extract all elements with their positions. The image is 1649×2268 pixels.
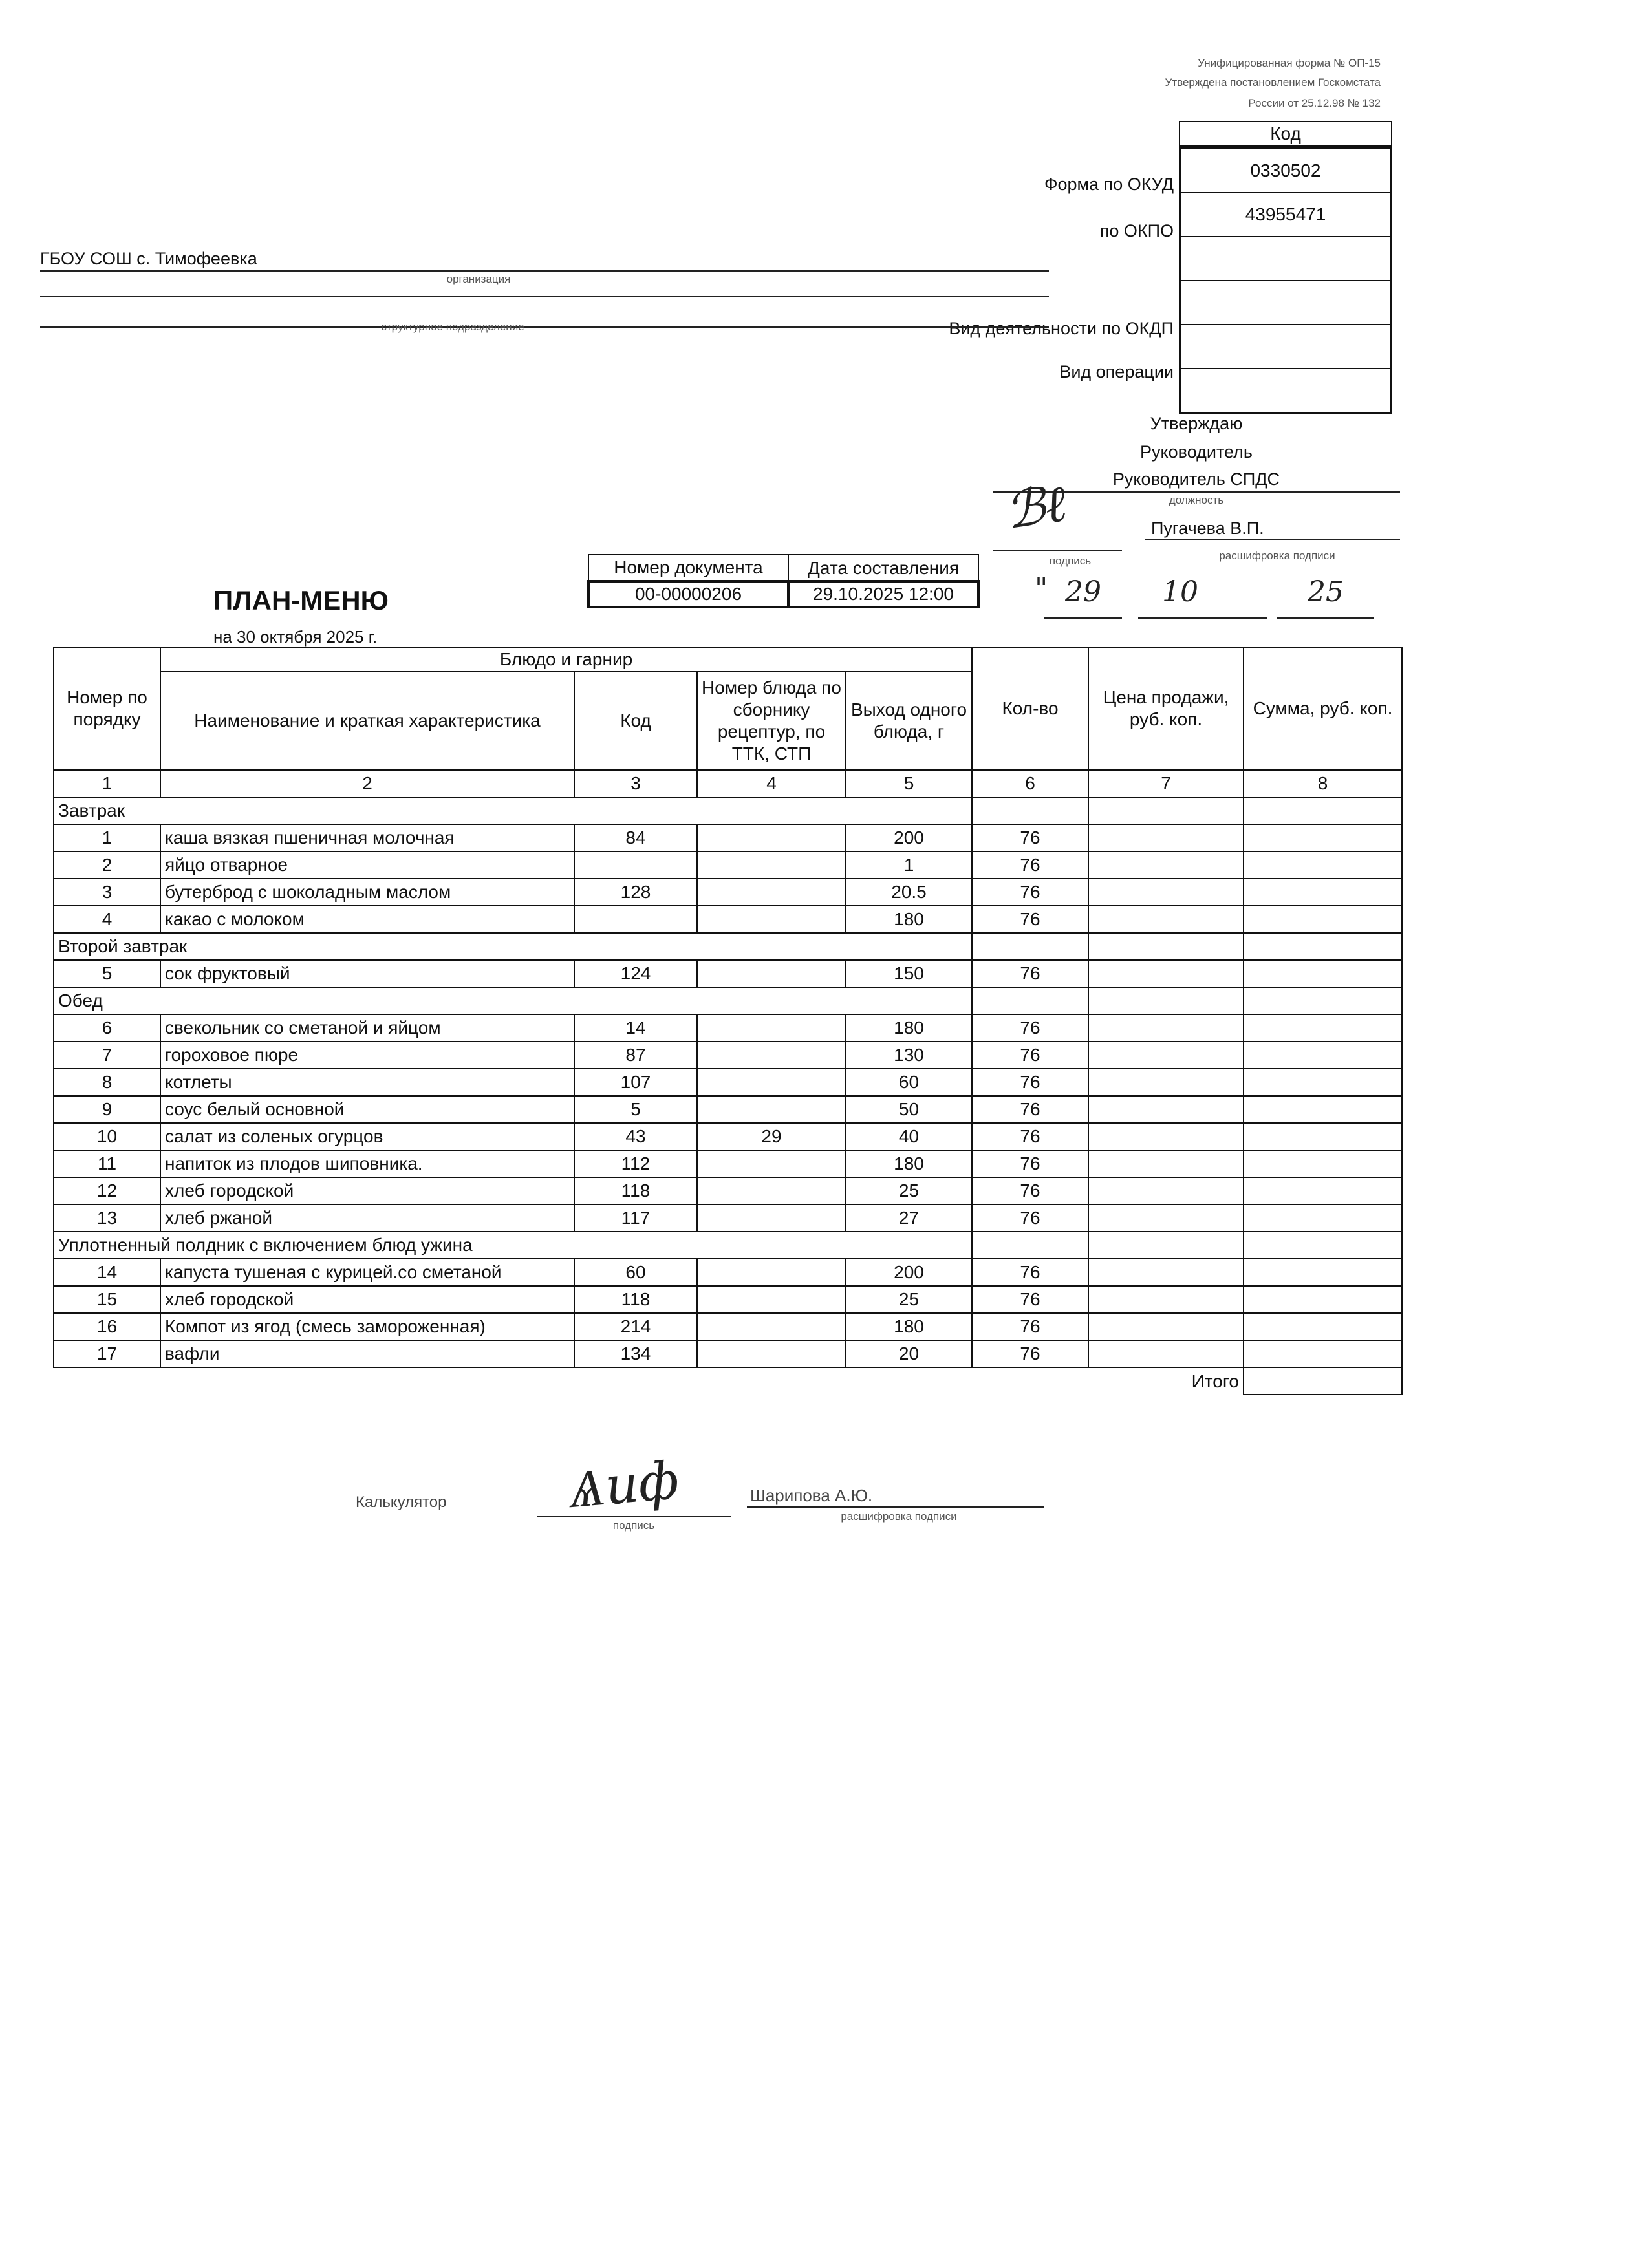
- sum-cell: [1244, 1042, 1402, 1069]
- price-cell: [1088, 960, 1244, 987]
- dish-qty: 76: [972, 1123, 1088, 1150]
- price-cell: [1088, 1340, 1244, 1367]
- footer-name-line: [747, 1506, 1044, 1508]
- recipe-number: [697, 1150, 846, 1177]
- row-number: 8: [54, 1069, 160, 1096]
- sum-cell: [1244, 824, 1402, 851]
- price-cell: [1088, 1286, 1244, 1313]
- organization-name: ГБОУ СОШ с. Тимофеевка: [40, 249, 257, 268]
- table-row: [54, 1313, 1402, 1340]
- price-cell: [1088, 824, 1244, 851]
- table-row: [54, 1123, 1402, 1150]
- section-title: Уплотненный полдник с включением блюд ужина: [54, 1232, 972, 1259]
- sum-cell: [1244, 1340, 1402, 1367]
- dish-yield: 180: [846, 906, 972, 933]
- sum-cell: [1244, 1286, 1402, 1313]
- footer-signature-line: [537, 1516, 731, 1517]
- dish-qty: 76: [972, 1150, 1088, 1177]
- section-empty-cell: [972, 933, 1088, 960]
- dish-qty: 76: [972, 1286, 1088, 1313]
- dish-code: 84: [574, 824, 697, 851]
- num-label: 8: [1244, 770, 1402, 797]
- sum-cell: [1244, 906, 1402, 933]
- num-label: 5: [846, 770, 972, 797]
- sum-cell: [1244, 879, 1402, 906]
- dish-name: хлеб ржаной: [160, 1204, 574, 1232]
- price-cell: [1088, 1204, 1244, 1232]
- doc-date-header: Дата составления: [788, 555, 978, 581]
- price-cell: [1088, 1014, 1244, 1042]
- col-yield-header: Выход одного блюда, г: [846, 672, 972, 770]
- okdp-label: Вид деятельности по ОКДП: [949, 319, 1174, 338]
- table-row: [54, 824, 1402, 851]
- empty-code-cell-2: [1179, 325, 1392, 369]
- dish-qty: 76: [972, 1340, 1088, 1367]
- sum-cell: [1244, 1313, 1402, 1340]
- recipe-number: [697, 879, 846, 906]
- table-row: [54, 879, 1402, 906]
- section-empty-cell: [1244, 987, 1402, 1014]
- dish-name: хлеб городской: [160, 1286, 574, 1313]
- table-row: [54, 1150, 1402, 1177]
- dish-qty: 76: [972, 1042, 1088, 1069]
- sum-cell: [1244, 1204, 1402, 1232]
- recipe-number: [697, 1042, 846, 1069]
- date-day-line: [1044, 617, 1122, 619]
- dish-yield: 200: [846, 1259, 972, 1286]
- director-signature: ℬℓ: [1002, 474, 1070, 541]
- dish-yield: 50: [846, 1096, 972, 1123]
- row-number: 13: [54, 1204, 160, 1232]
- price-cell: [1088, 1096, 1244, 1123]
- table-row: [54, 1340, 1402, 1367]
- dish-yield: 180: [846, 1014, 972, 1042]
- section-empty-cell: [1244, 797, 1402, 824]
- doc-number-header: Номер документа: [588, 555, 788, 581]
- table-row: [54, 1069, 1402, 1096]
- col-recipe-header: Номер блюда по сборнику рецептур, по ТТК, СТП: [697, 672, 846, 770]
- name-caption: расшифровка подписи: [1219, 550, 1335, 562]
- table-row: [54, 906, 1402, 933]
- dish-yield: 25: [846, 1286, 972, 1313]
- name-line: [1145, 539, 1400, 540]
- dish-qty: 76: [972, 824, 1088, 851]
- row-number: 7: [54, 1042, 160, 1069]
- dish-code: 118: [574, 1177, 697, 1204]
- dish-yield: 60: [846, 1069, 972, 1096]
- form-note-2: Утверждена постановлением Госкомстата: [1165, 76, 1381, 89]
- codes-box: [1179, 121, 1392, 414]
- dish-qty: 76: [972, 1014, 1088, 1042]
- sum-cell: [1244, 1096, 1402, 1123]
- num-label: 3: [574, 770, 697, 797]
- recipe-number: 29: [697, 1123, 846, 1150]
- num-label: 4: [697, 770, 846, 797]
- sum-cell: [1244, 1150, 1402, 1177]
- dish-code: 117: [574, 1204, 697, 1232]
- dish-name: напиток из плодов шиповника.: [160, 1150, 574, 1177]
- row-number: 17: [54, 1340, 160, 1367]
- price-cell: [1088, 1177, 1244, 1204]
- num-label: 6: [972, 770, 1088, 797]
- col-code-header: Код: [574, 672, 697, 770]
- dish-name: яйцо отварное: [160, 851, 574, 879]
- okpo-value: 43955471: [1179, 193, 1392, 237]
- approval-date-year: 25: [1308, 575, 1344, 608]
- table-row: [54, 960, 1402, 987]
- date-month-line: [1138, 617, 1267, 619]
- dish-qty: 76: [972, 851, 1088, 879]
- col-qty-header: Кол-во: [972, 647, 1088, 770]
- num-label: 1: [54, 770, 160, 797]
- row-number: 2: [54, 851, 160, 879]
- table-row: [54, 1204, 1402, 1232]
- num-label: 2: [160, 770, 574, 797]
- price-cell: [1088, 1069, 1244, 1096]
- approval-name: Пугачева В.П.: [1151, 519, 1264, 538]
- total-label: Итого: [1191, 1371, 1239, 1391]
- recipe-number: [697, 824, 846, 851]
- col-sum-header: Сумма, руб. коп.: [1244, 647, 1402, 770]
- section-empty-cell: [1088, 1232, 1244, 1259]
- document-number-box: [587, 554, 980, 608]
- section-row: [54, 797, 1402, 824]
- section-row: [54, 933, 1402, 960]
- row-number: 9: [54, 1096, 160, 1123]
- footer-name: Шарипова А.Ю.: [750, 1486, 873, 1505]
- doc-number-value: 00-00000206: [588, 581, 788, 607]
- dish-code: [574, 851, 697, 879]
- section-empty-cell: [972, 797, 1088, 824]
- recipe-number: [697, 1177, 846, 1204]
- operation-label: Вид операции: [1059, 362, 1174, 381]
- dish-yield: 1: [846, 851, 972, 879]
- recipe-number: [697, 1340, 846, 1367]
- sum-cell: [1244, 851, 1402, 879]
- row-number: 4: [54, 906, 160, 933]
- dish-qty: 76: [972, 906, 1088, 933]
- okud-value: 0330502: [1179, 147, 1392, 193]
- recipe-number: [697, 1313, 846, 1340]
- codes-title: Код: [1179, 121, 1392, 147]
- row-number: 14: [54, 1259, 160, 1286]
- dish-name: сок фруктовый: [160, 960, 574, 987]
- organization-caption: организация: [446, 273, 511, 285]
- table-row: [54, 1286, 1402, 1313]
- dish-code: 214: [574, 1313, 697, 1340]
- num-label: 7: [1088, 770, 1244, 797]
- dish-qty: 76: [972, 1313, 1088, 1340]
- form-note-1: Унифицированная форма № ОП-15: [1198, 57, 1381, 69]
- recipe-number: [697, 1204, 846, 1232]
- total-value: [1244, 1367, 1402, 1395]
- dish-qty: 76: [972, 1069, 1088, 1096]
- okpo-label: по ОКПО: [1099, 221, 1174, 241]
- section-empty-cell: [1244, 1232, 1402, 1259]
- okdp-value: [1179, 281, 1392, 325]
- price-cell: [1088, 1150, 1244, 1177]
- dish-yield: 27: [846, 1204, 972, 1232]
- dish-name: салат из соленых огурцов: [160, 1123, 574, 1150]
- dish-name: свекольник со сметаной и яйцом: [160, 1014, 574, 1042]
- dish-qty: 76: [972, 1259, 1088, 1286]
- sum-cell: [1244, 960, 1402, 987]
- section-empty-cell: [1088, 987, 1244, 1014]
- subdivision-caption: структурное подразделение: [381, 321, 524, 333]
- dish-qty: 76: [972, 1177, 1088, 1204]
- table-row: [54, 851, 1402, 879]
- dish-code: 87: [574, 1042, 697, 1069]
- dish-name: бутерброд с шоколадным маслом: [160, 879, 574, 906]
- operation-value: [1179, 369, 1392, 414]
- col-price-header: Цена продажи, руб. коп.: [1088, 647, 1244, 770]
- table-row: [54, 1042, 1402, 1069]
- dish-code: 14: [574, 1014, 697, 1042]
- row-number: 6: [54, 1014, 160, 1042]
- dish-name: вафли: [160, 1340, 574, 1367]
- section-empty-cell: [1088, 797, 1244, 824]
- section-empty-cell: [972, 987, 1088, 1014]
- recipe-number: [697, 1069, 846, 1096]
- dish-name: каша вязкая пшеничная молочная: [160, 824, 574, 851]
- dish-qty: 76: [972, 1204, 1088, 1232]
- position-caption: должность: [1169, 494, 1224, 506]
- document-title: ПЛАН-МЕНЮ: [213, 585, 389, 615]
- doc-date-value: 29.10.2025 12:00: [788, 581, 978, 607]
- sum-cell: [1244, 1123, 1402, 1150]
- row-number: 16: [54, 1313, 160, 1340]
- empty-code-cell-1: [1179, 237, 1392, 281]
- dish-yield: 180: [846, 1313, 972, 1340]
- signature-line: [993, 550, 1122, 551]
- footer-signature-caption: подпись: [612, 1519, 655, 1532]
- form-note-3: России от 25.12.98 № 132: [1248, 97, 1381, 109]
- price-cell: [1088, 879, 1244, 906]
- dish-yield: 20: [846, 1340, 972, 1367]
- section-empty-cell: [1244, 933, 1402, 960]
- table-row: [54, 1014, 1402, 1042]
- sum-cell: [1244, 1177, 1402, 1204]
- signature-caption: подпись: [1049, 555, 1092, 567]
- dish-name: соус белый основной: [160, 1096, 574, 1123]
- table-row: [54, 1259, 1402, 1286]
- dish-name: Компот из ягод (смесь замороженная): [160, 1313, 574, 1340]
- price-cell: [1088, 1123, 1244, 1150]
- dish-qty: 76: [972, 1096, 1088, 1123]
- approval-date-quote: ": [1035, 572, 1048, 605]
- row-number: 1: [54, 824, 160, 851]
- section-title: Обед: [54, 987, 972, 1014]
- row-number: 15: [54, 1286, 160, 1313]
- dish-code: 134: [574, 1340, 697, 1367]
- row-number: 12: [54, 1177, 160, 1204]
- price-cell: [1088, 906, 1244, 933]
- row-number: 3: [54, 879, 160, 906]
- recipe-number: [697, 906, 846, 933]
- sum-cell: [1244, 1259, 1402, 1286]
- approval-line1: Утверждаю: [1150, 414, 1243, 433]
- menu-table: [53, 647, 1403, 1395]
- row-number: 5: [54, 960, 160, 987]
- footer-name-caption: расшифровка подписи: [841, 1510, 957, 1523]
- dish-code: 112: [574, 1150, 697, 1177]
- section-row: [54, 1232, 1402, 1259]
- dish-code: 128: [574, 879, 697, 906]
- dish-yield: 40: [846, 1123, 972, 1150]
- recipe-number: [697, 1014, 846, 1042]
- dish-code: 118: [574, 1286, 697, 1313]
- recipe-number: [697, 960, 846, 987]
- approval-date-month: 10: [1162, 575, 1198, 608]
- dish-name: какао с молоком: [160, 906, 574, 933]
- dish-yield: 150: [846, 960, 972, 987]
- dish-yield: 25: [846, 1177, 972, 1204]
- table-row: [54, 1177, 1402, 1204]
- dish-yield: 200: [846, 824, 972, 851]
- dish-name: котлеты: [160, 1069, 574, 1096]
- row-number: 10: [54, 1123, 160, 1150]
- recipe-number: [697, 1286, 846, 1313]
- section-title: Завтрак: [54, 797, 972, 824]
- dish-name: хлеб городской: [160, 1177, 574, 1204]
- col-number-header: Номер по порядку: [54, 647, 160, 770]
- dish-name: гороховое пюре: [160, 1042, 574, 1069]
- price-cell: [1088, 851, 1244, 879]
- recipe-number: [697, 1096, 846, 1123]
- organization-line: [40, 270, 1049, 272]
- dish-yield: 130: [846, 1042, 972, 1069]
- recipe-number: [697, 851, 846, 879]
- dish-code: 5: [574, 1096, 697, 1123]
- organization-line-2: [40, 296, 1049, 297]
- dish-qty: 76: [972, 960, 1088, 987]
- dish-yield: 20.5: [846, 879, 972, 906]
- price-cell: [1088, 1259, 1244, 1286]
- table-row: [54, 1096, 1402, 1123]
- section-empty-cell: [972, 1232, 1088, 1259]
- col-name-header: Наименование и краткая характеристика: [160, 672, 574, 770]
- dish-yield: 180: [846, 1150, 972, 1177]
- dish-qty: 76: [972, 879, 1088, 906]
- price-cell: [1088, 1042, 1244, 1069]
- dish-code: 107: [574, 1069, 697, 1096]
- date-year-line: [1277, 617, 1374, 619]
- dish-name: капуста тушеная с курицей.со сметаной: [160, 1259, 574, 1286]
- dish-code: 43: [574, 1123, 697, 1150]
- price-cell: [1088, 1313, 1244, 1340]
- document-subtitle: на 30 октября 2025 г.: [213, 627, 378, 647]
- footer-role: Калькулятор: [356, 1493, 447, 1511]
- dish-code: 124: [574, 960, 697, 987]
- section-row: [54, 987, 1402, 1014]
- sum-cell: [1244, 1014, 1402, 1042]
- approval-line2: Руководитель: [1140, 442, 1253, 462]
- group-header: Блюдо и гарнир: [160, 647, 972, 672]
- section-empty-cell: [1088, 933, 1244, 960]
- sum-cell: [1244, 1069, 1402, 1096]
- dish-code: [574, 906, 697, 933]
- dish-code: 60: [574, 1259, 697, 1286]
- okud-label: Форма по ОКУД: [1044, 175, 1174, 194]
- section-title: Второй завтрак: [54, 933, 972, 960]
- recipe-number: [697, 1259, 846, 1286]
- approval-date-day: 29: [1065, 575, 1101, 608]
- footer-signature: Ѧиф: [566, 1450, 682, 1520]
- row-number: 11: [54, 1150, 160, 1177]
- approval-position: Руководитель СПДС: [1112, 469, 1280, 489]
